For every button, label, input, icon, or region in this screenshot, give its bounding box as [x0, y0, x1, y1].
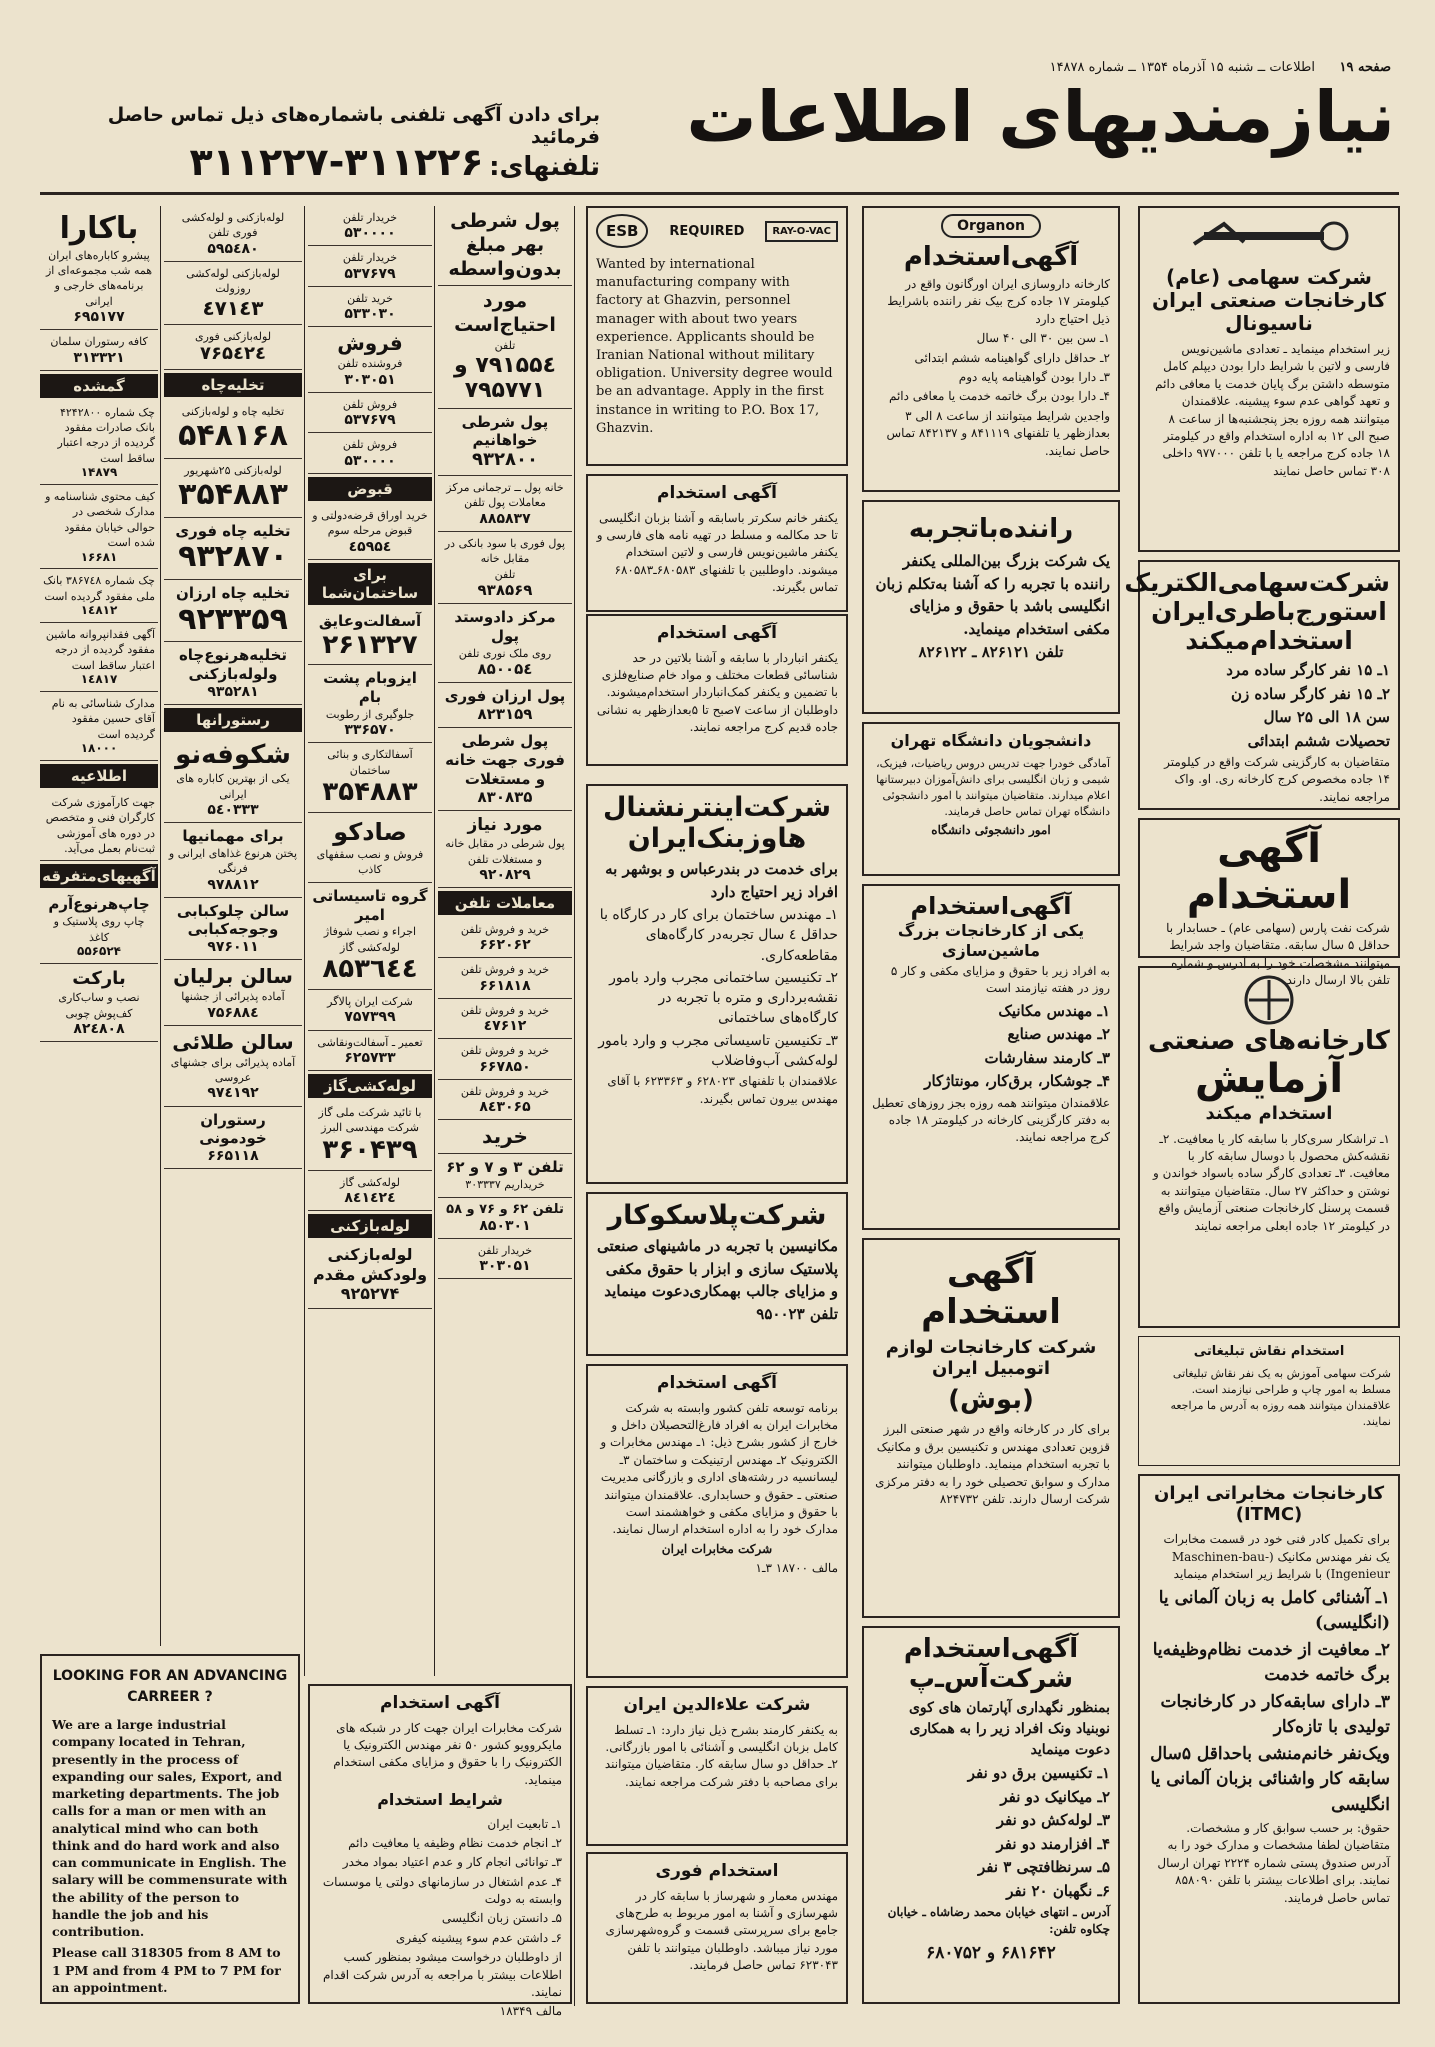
telephone-column: [308, 206, 432, 1678]
itmc-title: کارخانجات مخابراتی ایران (ITMC): [1153, 1483, 1385, 1525]
microwave-foot: از داوطلبان درخواست میشود بمنظور کسب اطلاعات بیشتر با مراجعه به آدرس شرکت اقدام نمایند.: [323, 1950, 562, 2000]
list-item: مدارک شناسائی به نام آقای حسین مفقود گردیده است ۱۸۰۰۰: [40, 692, 158, 761]
itmc-line-4: ویک‌نفر خانم‌منشی باحداقل ۵سال سابقه کار واشنائی بزبان آلمانی یا انگلیسی: [1150, 1743, 1390, 1815]
azmayesh-title-3: استخدام میکند: [1205, 1103, 1333, 1124]
ad-driver: [862, 500, 1120, 714]
microwave-title: آگهی استخدام: [380, 1693, 500, 1713]
telecom-sign: شرکت مخابرات ایران: [661, 1541, 773, 1556]
list-item: فروش فروشنده تلفن ۳۰۳۰۵۱: [308, 327, 432, 392]
list-item: لوله‌بازکنی فوری ۷۶۵٤۲٤: [164, 325, 302, 370]
battery-line-4: تحصیلات ششم ابتدائی: [1247, 731, 1390, 750]
microwave-cond-title: شرایط استخدام: [377, 1790, 503, 1810]
ad-urgent: [586, 1852, 848, 2004]
microwave-cond-3: ۳ـ توانائی انجام کار و عدم اعتیاد بمواد مخدر: [342, 1855, 562, 1870]
machine-intro: به افراد زیر با حقوق و مزایای مکفی و کار ۵ روز در هفته نیازمند است: [890, 963, 1110, 996]
ad-apartments: [862, 1626, 1120, 2004]
pars-title: آگهی استخدام: [1186, 826, 1352, 918]
list-item: سالن طلائی آماده پذیرائی برای جشنهای عروسی ۹۷٤۱۹۲: [164, 1026, 302, 1107]
urgent-title: استخدام فوری: [655, 1861, 779, 1881]
machine-title: آگهی‌استخدام: [910, 892, 1072, 920]
english-title: LOOKING FOR AN ADVANCING CARREER ?: [52, 1668, 288, 1705]
microwave-cond-1: ۱ـ تابعیت ایران: [487, 1816, 562, 1831]
list-item: پول ارزان فوری ۸۲۳۱۵۹: [438, 683, 572, 728]
azmayesh-body: ۱ـ تراشکار سری‌کار با سابقه کار یا معافیت. ۲ـ نقشه‌کش محصول با دوسال سابقه کار با معافیت. ۳ـ تعدادی کارگر ساده باسواد خواندن و نوشتن و حداکثر ۲۷ سال. متقاضیان میتوانند به قسمت پرسنل کارخانجات صنعتی آزمایش واقع در کیلومتر ۱۲ جاده ابعلی مراجعه نمایند: [1153, 1131, 1390, 1233]
list-item: تخلیه چاه ارزان ۹۲۳۳۵۹: [164, 580, 302, 642]
apt-line-2: ۲ـ میکانیک دو نفر: [1000, 1787, 1110, 1806]
ad-iran-national: [1138, 206, 1400, 552]
list-item: چاپ‌هرنوع‌آرم چاپ روی پلاستیک و کاغذ ۵۵۶۵۲۴: [40, 891, 158, 963]
list-item: چک شماره ۳۸۶۷٤۸ بانک ملی مفقود گردیده است ۱٤۸۱۲: [40, 569, 158, 623]
list-item: باکارا پیشرو کاباره‌های ایران همه شب مجموعه‌ای از برنامه‌های خارجی و ایرانی ۶۹۵۱۷۷: [40, 206, 158, 330]
international-line-2: ۲ـ تکنیسین ساختمانی مجرب وارد بامور نقشه‌برداری و متره با تجربه در کارگاه‌های ساختمانی: [609, 969, 838, 1027]
battery-title-1: شرکت‌سهامی‌الکتریک: [1124, 568, 1390, 597]
list-item: فروش تلفن ۵۳۷۶۷۹: [308, 393, 432, 433]
warehouse-body: یکنفر انباردار با سابقه و آشنا بلاتین در حد شناسائی قطعات مختلف و مواد خام صنایع‌فلزی با تضمین و یکنفر کمک‌انباردار استخدام‌میشوند. داوطلبان از ساعت ۷صبح تا ۵بعدازظهر به نشانی جاده قدیم کرج مراجعه نمایند.: [596, 650, 838, 735]
machine-line-4: ۴ـ جوشکار، برق‌کار، مونتاژکار: [924, 1072, 1110, 1091]
secretary-title: آگهی استخدام: [657, 483, 777, 503]
column-divider: [304, 206, 305, 1676]
ad-secretary: [586, 474, 848, 612]
list-item: بارکت نصب و ساب‌کاری کف‌پوش چوبی ۸۲٤۸۰۸: [40, 964, 158, 1042]
secretary-body: یکنفر خانم سکرتر باسابقه و آشنا بزبان انگلیسی تا حد مکالمه و مسلط در تهیه نامه های فارسی و یکنفر ماشین‌نویس فارسی و لاتین استخدام میشوند. داوطلبین با تلفنهای ۶۸۰۵۸۳ـ۶۸۰۵۸۳ تماس بگیرند.: [596, 510, 838, 595]
university-body: آمادگی خودرا جهت تدریس دروس ریاضیات، فیزیک، شیمی و زبان انگلیسی برای دانش‌آموزان دبیرستانها اعلام میدارند. متقاضیان میتوانند با امور دانشجوئی دانشگاه تهران تماس حاصل فرمایند.: [876, 757, 1110, 819]
ad-battery: [1124, 560, 1400, 810]
notice-body: شرکت سهامی آموزش به یک نفر نقاش تبلیغاتی مسلط به امور چاپ و طراحی نیازمند است. علاقمندان میتوانند همه روزه به آدرس ما مراجعه نمایند.: [1170, 1366, 1391, 1428]
list-item: جهت کارآموزی شرکت کارگران فنی و متخصص در دوره های آموزشی ثبت‌نام بعمل می‌آید.: [40, 791, 158, 862]
english-body: We are a large industrial company located in Tehran, presently in the process of expanding our sales, Export, and marketing departments. The job calls for a man or men with an analytical mind who can both think and do hard work and also can communicate in English. The salary will be commensurate with the ability of the person to handle the job and his contribution.: [52, 1717, 288, 1939]
machine-sub-2: ماشین‌سازی: [941, 941, 1041, 961]
bosch-sub: شرکت کارخانجات لوازم اتومبیل ایران: [885, 1337, 1097, 1379]
list-item: فروش تلفن ۵۳۰۰۰۰: [308, 433, 432, 473]
international-line-3: ۳ـ تکنیسین تاسیساتی مجرب و وارد بامور لوله‌کشی آب‌وفاضلاب: [598, 1032, 838, 1070]
battery-line-1: ۱ـ ۱۵ نفر کارگر ساده مرد: [1226, 661, 1390, 679]
machine-line-2: ۲ـ مهندس صنایع: [1007, 1025, 1110, 1044]
section-header: اطلاعیه: [40, 764, 158, 788]
list-item: چک شماره ۴۲۴۲۸۰۰ بانک صادرات مفقود گردیده از درجه اعتبار ساقط است ۱۴۸۷۹: [40, 401, 158, 485]
ad-azmayesh: [1138, 966, 1400, 1328]
apt-line-6: ۶ـ نگهبان ۲۰ نفر: [1006, 1881, 1110, 1900]
itmc-line-2: ۲ـ معافیت از خدمت نظام‌وظیفه‌یا برگ خاتمه خدمت: [1152, 1639, 1390, 1686]
money-column: [438, 206, 572, 1678]
list-item: خرید و فروش تلفن ۶۶۱۸۱۸: [438, 958, 572, 998]
battery-line-3: سن ۱۸ الی ۲۵ سال: [1263, 708, 1390, 726]
section-header: لوله‌کشی‌گاز: [308, 1074, 432, 1098]
organon-line-2: ۲ـ حداقل دارای گواهینامه ششم ابتدائی: [914, 350, 1110, 365]
list-item: تخلیه چاه و لوله‌بازکنی ۵۴۸۱۶۸: [164, 400, 302, 459]
list-item: صادکو فروش و نصب سقفهای کاذب: [308, 813, 432, 883]
itmc-intro: برای تکمیل کادر فنی خود در قسمت مخابرات یک نفر مهندس مکانیک (Maschinen-bau-Ingenieur) با شرایط زیر استخدام مینماید: [1163, 1532, 1390, 1582]
list-item: خرید و فروش تلفن ۶۶۷۸۵۰: [438, 1039, 572, 1079]
list-item: تخلیه چاه فوری ۹۳۲۸۷۰: [164, 518, 302, 580]
contact-note: برای دادن آگهی تلفنی باشماره‌های ذیل تماس حاصل فرمائید: [107, 104, 600, 148]
ad-microwave: [308, 1684, 572, 2019]
microwave-ref: مالف ۱۸۳۴۹: [499, 2004, 562, 2019]
battery-line-2: ۲ـ ۱۵ نفر کارگر ساده زن: [1230, 684, 1390, 703]
list-item: مورد نیاز پول شرطی در مقابل خانه و مستغلات تلفن ۹۲۰۸۲۹: [438, 811, 572, 888]
itmc-foot: حقوق: بر حسب سوابق کار و مشخصات. متقاضیان لطفا مشخصات و مدارک خود را به آدرس صندوق پستی شماره ۲۲۲۴ تهران ارسال نمایند. برای اطلاعات بیشتر با تلفن ۸۵۸۰۹۰ تماس حاصل فرمایند.: [1157, 1821, 1390, 1905]
list-item: شرکت ایران پالاگر ۷۵۷۳۹۹: [308, 990, 432, 1030]
university-sign: امور دانشجوئی دانشگاه: [931, 823, 1051, 838]
apt-address: آدرس ـ انتهای خیابان محمد رضاشاه ـ خیابان چکاوه تلفن:: [887, 1905, 1110, 1937]
pars-body: شرکت نفت پارس (سهامی عام) ـ حسابدار با حداقل ۵ سال سابقه. متقاضیان واجد شرایط میتوانند مشخصات خود را به آدرس و شماره تلفن بالا ارسال دارند: [1166, 921, 1390, 988]
apt-line-4: ۴ـ افزارمند دو نفر: [996, 1834, 1110, 1853]
list-item: کافه رستوران سلمان ۳۱۳۳۲۱: [40, 330, 158, 370]
organon-line-1: ۱ـ سن بین ۳۰ الی ۴۰ سال: [976, 331, 1110, 346]
bosch-brand: (بوش): [948, 1385, 1034, 1416]
ad-organon: [862, 206, 1120, 492]
ad-warehouse: [586, 614, 848, 766]
battery-title-3: استخدام‌میکند: [1185, 626, 1353, 655]
azmayesh-title-1: کارخانه‌های صنعتی: [1148, 1026, 1390, 1056]
column-divider: [160, 206, 161, 1646]
list-item: خریدار تلفن ۵۳۰۰۰۰: [308, 206, 432, 246]
organon-logo: Organon: [941, 214, 1041, 238]
international-line-1: ۱ـ مهندس ساختمان برای کار در کارگاه با حداقل ٤ سال تجربه‌در کارگاه‌های مقاطعه‌کاری.: [599, 907, 838, 964]
section-header: قبوض: [308, 477, 432, 501]
microwave-body: شرکت مخابرات ایران جهت کار در شبکه های مایکروویو کشور ۵۰ نفر مهندس الکترونیک یا الکترونیک را با حقوق و مزایای مکفی استخدام مینماید.: [333, 1720, 562, 1787]
microwave-cond-6: ۶ـ داشتن عدم سوء پیشینه کیفری: [395, 1930, 562, 1945]
list-item: خرید و فروش تلفن ٤۷۶۱۲: [438, 999, 572, 1039]
organon-title: آگهی‌استخدام: [903, 242, 1079, 272]
list-item: ایزوبام پشت بام جلوگیری از رطوبت ۳۳۶۵۷۰: [308, 665, 432, 743]
machine-logo-icon: [1148, 214, 1390, 264]
ad-pars-oil: [1138, 818, 1400, 988]
telecom-body: برنامه توسعه تلفن کشور وابسته به شرکت مخابرات ایران به افراد فارغ‌التحصیلان داخل و خارج از کشور بشرح ذیل: ۱ـ مهندس مخابرات و الکترونیک ۲ـ مهندس ارتینیکت و ساختمان ۳ـ لیسانسیه در رشته‌های اداری و بازرگانی مدیریت صنعتی ـ حقوق و حسابداری. علاقمندان میتوانند با حقوق و مزایای مکفی و خواهشمند است مدارک خود را به اداره استخدام ارسال نمایند.: [600, 1400, 838, 1537]
ad-university: [862, 722, 1120, 876]
organon-line-4: ۴ـ دارا بودن برگ خاتمه خدمت یا معافی دائم: [888, 389, 1110, 404]
list-item: پول فوری با سود بانکی در مقابل خانه تلفن ۹۳۸۵۶۹: [438, 532, 572, 604]
misc-column: [40, 206, 158, 1646]
microwave-cond-5: ۵ـ دانستن زبان انگلیسی: [441, 1911, 562, 1926]
machine-line-1: ۱ـ مهندس مکانیک: [998, 1001, 1110, 1020]
list-item: تلفن ۶۲ و ۷۶ و ۵۸ ۸۵۰۳۰۱: [438, 1198, 572, 1239]
list-item: پول شرطی خواهانیم ۹۳۲۸۰۰: [438, 409, 572, 476]
list-item: گروه تاسیساتی امیر اجراء و نصب شوفاژ لوله‌کشی گاز ۸۵۳٦٤٤: [308, 883, 432, 990]
microwave-cond-2: ۲ـ انجام خدمت نظام وظیفه یا معافیت دائم: [348, 1835, 562, 1850]
masthead: نیازمندیهای اطلاعات: [686, 76, 1395, 158]
warehouse-title: آگهی استخدام: [657, 623, 777, 643]
apt-title-2: شرکت‌آس‌ـ‌پ: [908, 1664, 1074, 1694]
list-item: خریدار تلفن ۵۳۷۶۷۹: [308, 246, 432, 286]
machine-sub-1: یکی از کارخانجات بزرگ: [897, 921, 1085, 940]
phones-line: [40, 140, 600, 184]
column-divider: [434, 206, 435, 1676]
organon-intro: کارخانه داروسازی ایران اورگانون واقع در کیلومتر ۱۷ جاده کرج بیک نفر راننده باشرایط ذیل احتیاج دارد: [887, 277, 1110, 326]
list-item: کیف محتوی شناسنامه و مدارک شخصی در حوالی خیابان مفقود شده است ۱۶۶۸۱: [40, 485, 158, 569]
apt-line-5: ۵ـ سرنظافتچی ۳ نفر: [977, 1858, 1110, 1876]
bosch-body: برای کار در کارخانه واقع در شهر صنعتی البرز قزوین تعدادی مهندس و تکنیسین برق و مکانیک با تجربه استخدام مینماید. داوطلبان میتوانند مدارک و سوابق تحصیلی خود را به دفتر مرکزی شرکت ارسال دارند. تلفن ۸۲۴۷۳۲: [875, 1422, 1110, 1506]
iran-national-body: زیر استخدام مینماید ـ تعدادی ماشین‌نویس فارسی و لاتین با شرایط دارا بودن دیپلم کامل متوسطه داشتن برگ پایان خدمت یا معافی دائم و تعهد گواهی عدم سوء پیشینه. علاقمندان میتوانند همه روزه بجز پنجشنبه‌ها از ساعت ۸ صبح الی ۱۲ به اداره استخدام واقع در کیلومتر ۱۸ جاده کرج مراجعه یا با تلفن ۹۷۷۰۰۰ داخلی ۳۰۸ تماس حاصل نمایند: [1155, 342, 1390, 478]
list-item: خرید و فروش تلفن ۸٤۳۰۶۵: [438, 1080, 572, 1120]
battery-foot: متقاضیان به کارگزینی شرکت واقع در کیلومتر ۱۴ جاده مخصوص کرج کارخانه ری. او. واک مراجعه نمایند.: [1164, 755, 1390, 804]
page-number: صفحه ۱۹: [1339, 60, 1391, 75]
list-item: تلفن ۳ و ۷ و ۶۲ خریداریم ۳۰۳۳۳۷: [438, 1154, 572, 1197]
list-item: شکوفه‌نو یکی از بهترین کاباره های ایرانی ۵٤۰۳۳۳: [164, 735, 302, 823]
list-item: برای مهمانیها پختن هرنوع غذاهای ایرانی و فرنگی ۹۷۸۸۱۲: [164, 823, 302, 898]
itmc-line-3: ۳ـ دارای سابقه‌کار در کارخانجات تولیدی با تازه‌کار: [1160, 1691, 1390, 1738]
section-header: رستورانها: [164, 708, 302, 732]
driver-body: یک شرکت بزرگ بین‌المللی یکنفر راننده با تجربه را که آشنا به‌تکلم زبان انگلیسی باشد با حقوق و مزایای مکفی استخدام مینماید.: [875, 552, 1110, 638]
alaeddin-body: به یکنفر کارمند بشرح ذیل نیاز دارد: ۱ـ تسلط کامل بزبان انگلیسی و آشنائی با امور بازرگانی. ۲ـ حداقل دو سال سابقه کار. متقاضیان میتوانند برای مصاحبه با دفتر شرکت مراجعه نمایند.: [604, 1722, 838, 1789]
ad-notice: [1138, 1336, 1400, 1466]
list-item: لوله‌کشی گاز ۸٤۱٤۲٤: [308, 1171, 432, 1211]
list-item: خرید اوراق قرضه‌دولتی و قبوض مرحله سوم ٤۵۹۵٤: [308, 504, 432, 560]
list-item: تعمیر ـ آسفالت‌ونقاشی ۶۲۵۷۳۳: [308, 1031, 432, 1071]
driver-phone: تلفن ۸۲۶۱۲۱ ـ ۸۲۶۱۲۲: [918, 643, 1064, 661]
telecom-ref: مالف ۱۸۷۰۰ ۳ـ۱: [755, 1561, 838, 1576]
urgent-body: مهندس معمار و شهرساز با سابقه کار در شهرسازی و آشنا به امور مربوط به طرح‌های جامع برای سرپرستی قسمت و گروه‌شهرسازی مورد نیاز میباشد. داوطلبان میتوانند با تلفن ۶۲۳۰۴۳ تماس حاصل فرمایند.: [605, 1888, 838, 1973]
list-item: آسفالتکاری و بنائی ساختمان ۳۵۴۸۸۳: [308, 743, 432, 813]
international-intro: برای خدمت در بندرعباس و بوشهر به افراد زیر احتیاج دارد: [605, 860, 838, 901]
ad-international: [586, 784, 848, 1184]
telecom-title: آگهی استخدام: [657, 1373, 777, 1393]
organon-line-3: ۳ـ دارا بودن گواهینامه پایه دوم: [958, 369, 1110, 384]
ad-telecom: [586, 1364, 848, 1678]
list-item: پول شرطی بهر مبلغ بدون‌واسطه: [438, 206, 572, 286]
header-rule: [40, 192, 1399, 195]
list-item: آسفالت‌وعایق ۲۶۱۳۲۷: [308, 608, 432, 666]
english-contact: Please call 318305 from 8 AM to 1 PM and from 4 PM to 7 PM for an appointment.: [52, 1945, 281, 1995]
list-item: مرکز دادوستد پول روی ملک نوری تلفن ۸۵۰۰۵٤: [438, 604, 572, 683]
section-header: لوله‌بازکنی: [308, 1214, 432, 1238]
apt-title-1: آگهی‌استخدام: [903, 1634, 1079, 1664]
section-header: برای ساختمان‌شما: [308, 563, 432, 605]
apt-phone: ۶۸۱۶۴۲ و ۶۸۰۷۵۲: [926, 1942, 1056, 1963]
iran-national-title: شرکت سهامی (عام) کارخانجات صنعتی ایران ناسیونال: [1152, 265, 1386, 335]
list-item: پول شرطی فوری جهت خانه و مستغلات ۸۳۰۸۳۵: [438, 728, 572, 811]
list-item: لوله‌بازکنی و لوله‌کشی فوری تلفن ۵۹۵٤۸۰: [164, 206, 302, 262]
machine-line-3: ۳ـ کارمند سفارشات: [984, 1048, 1110, 1067]
phones-label: تلفنهای:: [489, 152, 600, 182]
list-item: خانه پول ــ ترجمانی مرکز معاملات پول تلفن ۸۸۵۸۳۷: [438, 476, 572, 532]
list-item: خرید: [438, 1120, 572, 1154]
list-item: با تائید شرکت ملی گاز شرکت مهندسی البرز ۳۶۰۴۳۹: [308, 1101, 432, 1171]
list-item: خریدار تلفن ۳۰۳۰۵۱: [438, 1239, 572, 1279]
section-header: گمشده: [40, 374, 158, 398]
ad-bosch: [862, 1238, 1120, 1618]
ad-english-career: [40, 1654, 300, 2004]
list-item: خرید و فروش تلفن ۶۶۲۰۶۲: [438, 918, 572, 958]
list-item: سالن چلوکبابی وجوجه‌کبابی ۹۷۶۰۱۱: [164, 898, 302, 961]
list-item: لوله‌بازکنی ولودکش مقدم ۹۲۵۲۷۴: [308, 1241, 432, 1308]
microwave-cond-4: ۴ـ عدم اشتغال در سازمانهای دولتی یا موسسات وابسته به دولت: [322, 1874, 562, 1907]
list-item: آگهی فقدانپروانه ماشین مفقود گردیده از درجه اعتبار ساقط است ۱٤۸۱۷: [40, 623, 158, 692]
list-item: تخلیه‌هرنوع‌چاه ولوله‌بازکنی ۹۳۵۲۸۱: [164, 642, 302, 705]
ad-itmc: [1138, 1474, 1400, 2004]
battery-title-2: استورج‌باطری‌ایران: [1151, 597, 1387, 626]
list-item: لوله‌بازکنی لوله‌کشی روزولت ٤۷۱٤۳: [164, 262, 302, 325]
international-title-1: شرکت‌اینترنشنال: [602, 792, 832, 823]
list-item: خرید تلفن ۵۳۳۰۳۰: [308, 287, 432, 327]
notice-title: استخدام نقاش تبلیغاتی: [1193, 1344, 1345, 1359]
bosch-title: آگهی استخدام: [921, 1252, 1061, 1332]
international-foot: علاقمندان با تلفنهای ۶۲۸۰۲۳ و ۶۲۳۳۶۳ با آقای مهندس بیرون تماس بگیرند.: [607, 1074, 838, 1106]
alaeddin-title: شرکت علاءالدین ایران: [623, 1695, 811, 1715]
ad-plastic: [586, 1192, 848, 1356]
issue-line: اطلاعات ــ شنبه ۱۵ آذرماه ۱۳۵۴ ــ شماره ۱۴۸۷۸: [1049, 60, 1315, 75]
list-item: مورد احتیاج‌است تلفن ۷۹۱۵۵٤ و ۷۹۵۷۷۱: [438, 286, 572, 408]
apt-line-3: ۳ـ لوله‌کش دو نفر: [996, 1811, 1110, 1829]
apt-intro: بمنظور نگهداری آپارتمان های کوی نوبنیاد ونک افراد زیر را به همکاری دعوت مینماید: [908, 1700, 1110, 1758]
machine-foot: علاقمندان میتوانند همه روزه بجز روزهای تعطیل به دفتر کارگزینی کارخانه در کیلومتر ۱۸ جاده کرج مراجعه نمایند.: [872, 1095, 1110, 1145]
esb-logo: ESB: [596, 214, 648, 248]
university-title: دانشجویان دانشگاه تهران: [890, 731, 1092, 750]
itmc-line-1: ۱ـ آشنائی کامل به زبان آلمانی یا (انگلیسی): [1158, 1587, 1390, 1634]
azmayesh-title-2: آزمایش: [1194, 1056, 1344, 1102]
pipe-column: [164, 206, 302, 1678]
international-title-2: هاوزبنک‌ایران: [627, 823, 807, 854]
phones-number: ۳۱۱۲۲۶-۳۱۱۲۲۷: [189, 140, 484, 184]
esb-required: REQUIRED: [669, 223, 745, 239]
ad-machine-factory: [862, 884, 1120, 1230]
rayovac-logo: RAY-O-VAC: [765, 221, 838, 242]
list-item: لوله‌بازکنی ۲۵شهریور ۳۵۴۸۸۳: [164, 459, 302, 518]
section-header: معاملات تلفن: [438, 891, 572, 915]
esb-body: Wanted by international manufacturing company with factory at Ghazvin, personnel manager with about two years experience. Applicants should be Iranian National without military obligation. University degree would be an advantage. Apply in the first instance in writing to P.O. Box 17, Ghazvin.: [596, 257, 833, 436]
organon-foot: واجدین شرایط میتوانند از ساعت ۸ الی ۳ بعدازظهر یا تلفنهای ۸۴۱۱۱۹ و ۸۴۲۱۳۷ تماس حاصل نمایند.: [886, 408, 1110, 458]
ad-alaeddin: [586, 1686, 848, 1846]
section-header: تخلیه‌چاه: [164, 373, 302, 397]
azmayesh-logo-icon: [1148, 974, 1390, 1026]
driver-title: راننده‌باتجربه: [908, 514, 1074, 544]
plastic-body: مکانیسین با تجربه در ماشینهای صنعتی پلاستیک سازی و ابزار با حقوق مکفی و مزایای جالب بهمکاری‌دعوت مینماید تلفن ۹۵۰۰۲۳: [596, 1237, 838, 1323]
list-item: سالن برلیان آماده پذیرائی از جشنها ۷۵۶۸۸٤: [164, 960, 302, 1025]
apt-line-1: ۱ـ تکنیسین برق دو نفر: [967, 1764, 1110, 1782]
column-divider: [574, 206, 575, 2006]
ad-esb: [586, 206, 848, 466]
list-item: رستوران خودمونی ۶۶۵۱۱۸: [164, 1107, 302, 1170]
section-header: آگهیهای‌متفرقه: [40, 864, 158, 888]
plastic-title: شرکت‌پلاسکوکار: [607, 1200, 827, 1231]
